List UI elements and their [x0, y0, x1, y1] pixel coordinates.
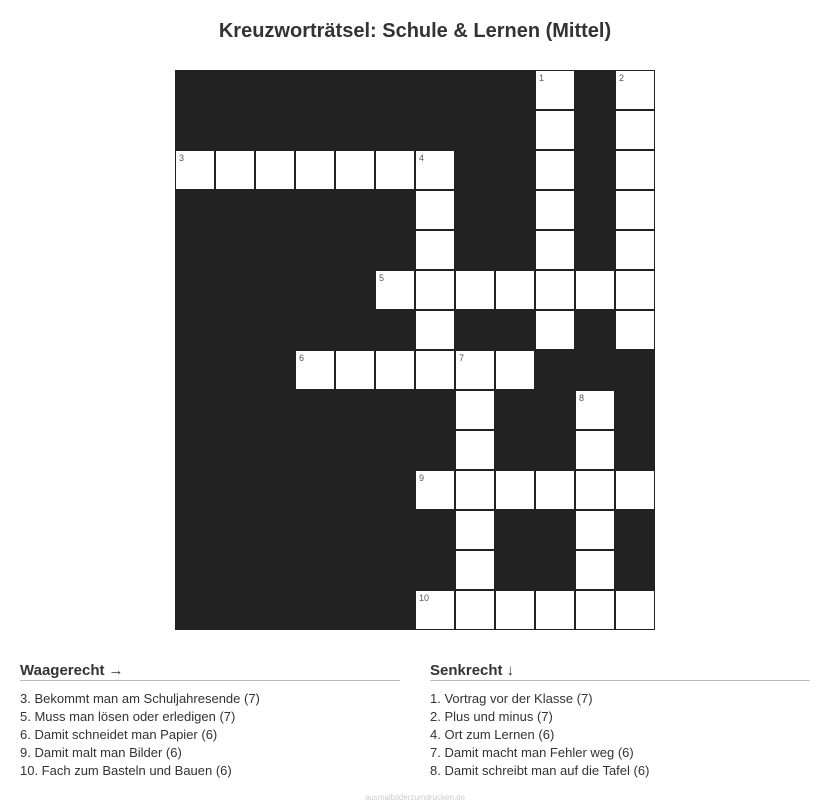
- crossword-cell[interactable]: [415, 230, 455, 270]
- crossword-cell[interactable]: [535, 270, 575, 310]
- crossword-cell[interactable]: [375, 350, 415, 390]
- crossword-cell[interactable]: [535, 150, 575, 190]
- crossword-cell[interactable]: [455, 390, 495, 430]
- down-clue: 2. Plus und minus (7): [430, 709, 553, 724]
- crossword-cell[interactable]: [615, 470, 655, 510]
- across-clue: 10. Fach zum Basteln und Bauen (6): [20, 763, 232, 778]
- crossword-cell[interactable]: [175, 150, 215, 190]
- crossword-cell[interactable]: [415, 310, 455, 350]
- down-heading: [430, 662, 810, 681]
- crossword-cell[interactable]: [295, 150, 335, 190]
- crossword-cell[interactable]: [455, 590, 495, 630]
- down-clue: 1. Vortrag vor der Klasse (7): [430, 691, 593, 706]
- clue-number: 7: [459, 353, 465, 363]
- crossword-cell[interactable]: [335, 350, 375, 390]
- across-clue: 6. Damit schneidet man Papier (6): [20, 727, 218, 742]
- crossword-cell[interactable]: [535, 230, 575, 270]
- crossword-grid: [175, 70, 655, 630]
- crossword-cell[interactable]: [335, 150, 375, 190]
- down-heading-label: Senkrecht: [430, 662, 503, 679]
- crossword-cell[interactable]: [615, 150, 655, 190]
- crossword-cell[interactable]: [455, 470, 495, 510]
- page-title: Kreuzworträtsel: Schule & Lernen (Mittel): [218, 20, 612, 42]
- crossword-cell[interactable]: [415, 270, 455, 310]
- crossword-cell[interactable]: [495, 270, 535, 310]
- down-clue: 8. Damit schreibt man auf die Tafel (6): [430, 763, 650, 778]
- crossword-cell[interactable]: [615, 310, 655, 350]
- crossword-cell[interactable]: [575, 390, 615, 430]
- across-clue: 5. Muss man lösen oder erledigen (7): [20, 709, 236, 724]
- crossword-cell[interactable]: [415, 470, 455, 510]
- crossword-cell[interactable]: [415, 350, 455, 390]
- crossword-cell[interactable]: [615, 270, 655, 310]
- clue-number: 6: [299, 353, 305, 363]
- clue-number: 8: [579, 393, 585, 403]
- crossword-cell[interactable]: [535, 470, 575, 510]
- crossword-cell[interactable]: [455, 550, 495, 590]
- crossword-cell[interactable]: [575, 510, 615, 550]
- crossword-cell[interactable]: [495, 350, 535, 390]
- crossword-cell[interactable]: [575, 550, 615, 590]
- crossword-cell[interactable]: [615, 110, 655, 150]
- crossword-cell[interactable]: [535, 190, 575, 230]
- footer-credit: ausmalbilderzumdrucken.de: [364, 793, 466, 802]
- clue-number: 1: [539, 73, 545, 83]
- crossword-cell[interactable]: [615, 230, 655, 270]
- down-clue: 4. Ort zum Lernen (6): [430, 727, 555, 742]
- crossword-cell[interactable]: [455, 430, 495, 470]
- clue-number: 2: [619, 73, 625, 83]
- arrow-down-icon: ↓: [506, 662, 515, 679]
- crossword-cell[interactable]: [535, 590, 575, 630]
- across-heading: [20, 662, 400, 681]
- crossword-cell[interactable]: [415, 150, 455, 190]
- clue-number: 9: [419, 473, 425, 483]
- crossword-cell[interactable]: [415, 190, 455, 230]
- clue-number: 4: [419, 153, 425, 163]
- crossword-cell[interactable]: [255, 150, 295, 190]
- crossword-cell[interactable]: [375, 270, 415, 310]
- crossword-cell[interactable]: [535, 310, 575, 350]
- across-clue: 3. Bekommt man am Schuljahresende (7): [20, 691, 260, 706]
- crossword-cell[interactable]: [455, 510, 495, 550]
- crossword-cell[interactable]: [575, 270, 615, 310]
- crossword-cell[interactable]: [575, 430, 615, 470]
- crossword-cell[interactable]: [455, 350, 495, 390]
- crossword-cell[interactable]: [455, 270, 495, 310]
- crossword-cell[interactable]: [615, 190, 655, 230]
- crossword-cell[interactable]: [495, 590, 535, 630]
- clue-number: 5: [379, 273, 385, 283]
- crossword-cell[interactable]: [575, 590, 615, 630]
- crossword-cell[interactable]: [535, 110, 575, 150]
- across-heading-label: Waagerecht: [20, 662, 105, 679]
- crossword-cell[interactable]: [535, 70, 575, 110]
- crossword-cell[interactable]: [495, 470, 535, 510]
- arrow-right-icon: →: [108, 662, 124, 679]
- across-clue: 9. Damit malt man Bilder (6): [20, 745, 182, 760]
- down-clue: 7. Damit macht man Fehler weg (6): [430, 745, 634, 760]
- crossword-cell[interactable]: [615, 70, 655, 110]
- crossword-cell[interactable]: [375, 150, 415, 190]
- clue-number: 10: [419, 593, 430, 603]
- crossword-cell[interactable]: [575, 470, 615, 510]
- clue-number: 3: [179, 153, 185, 163]
- across-clues-section: [20, 662, 400, 780]
- crossword-cell[interactable]: [215, 150, 255, 190]
- crossword-cell[interactable]: [295, 350, 335, 390]
- crossword-cell[interactable]: [615, 590, 655, 630]
- crossword-cell[interactable]: [415, 590, 455, 630]
- down-clues-section: [430, 662, 810, 780]
